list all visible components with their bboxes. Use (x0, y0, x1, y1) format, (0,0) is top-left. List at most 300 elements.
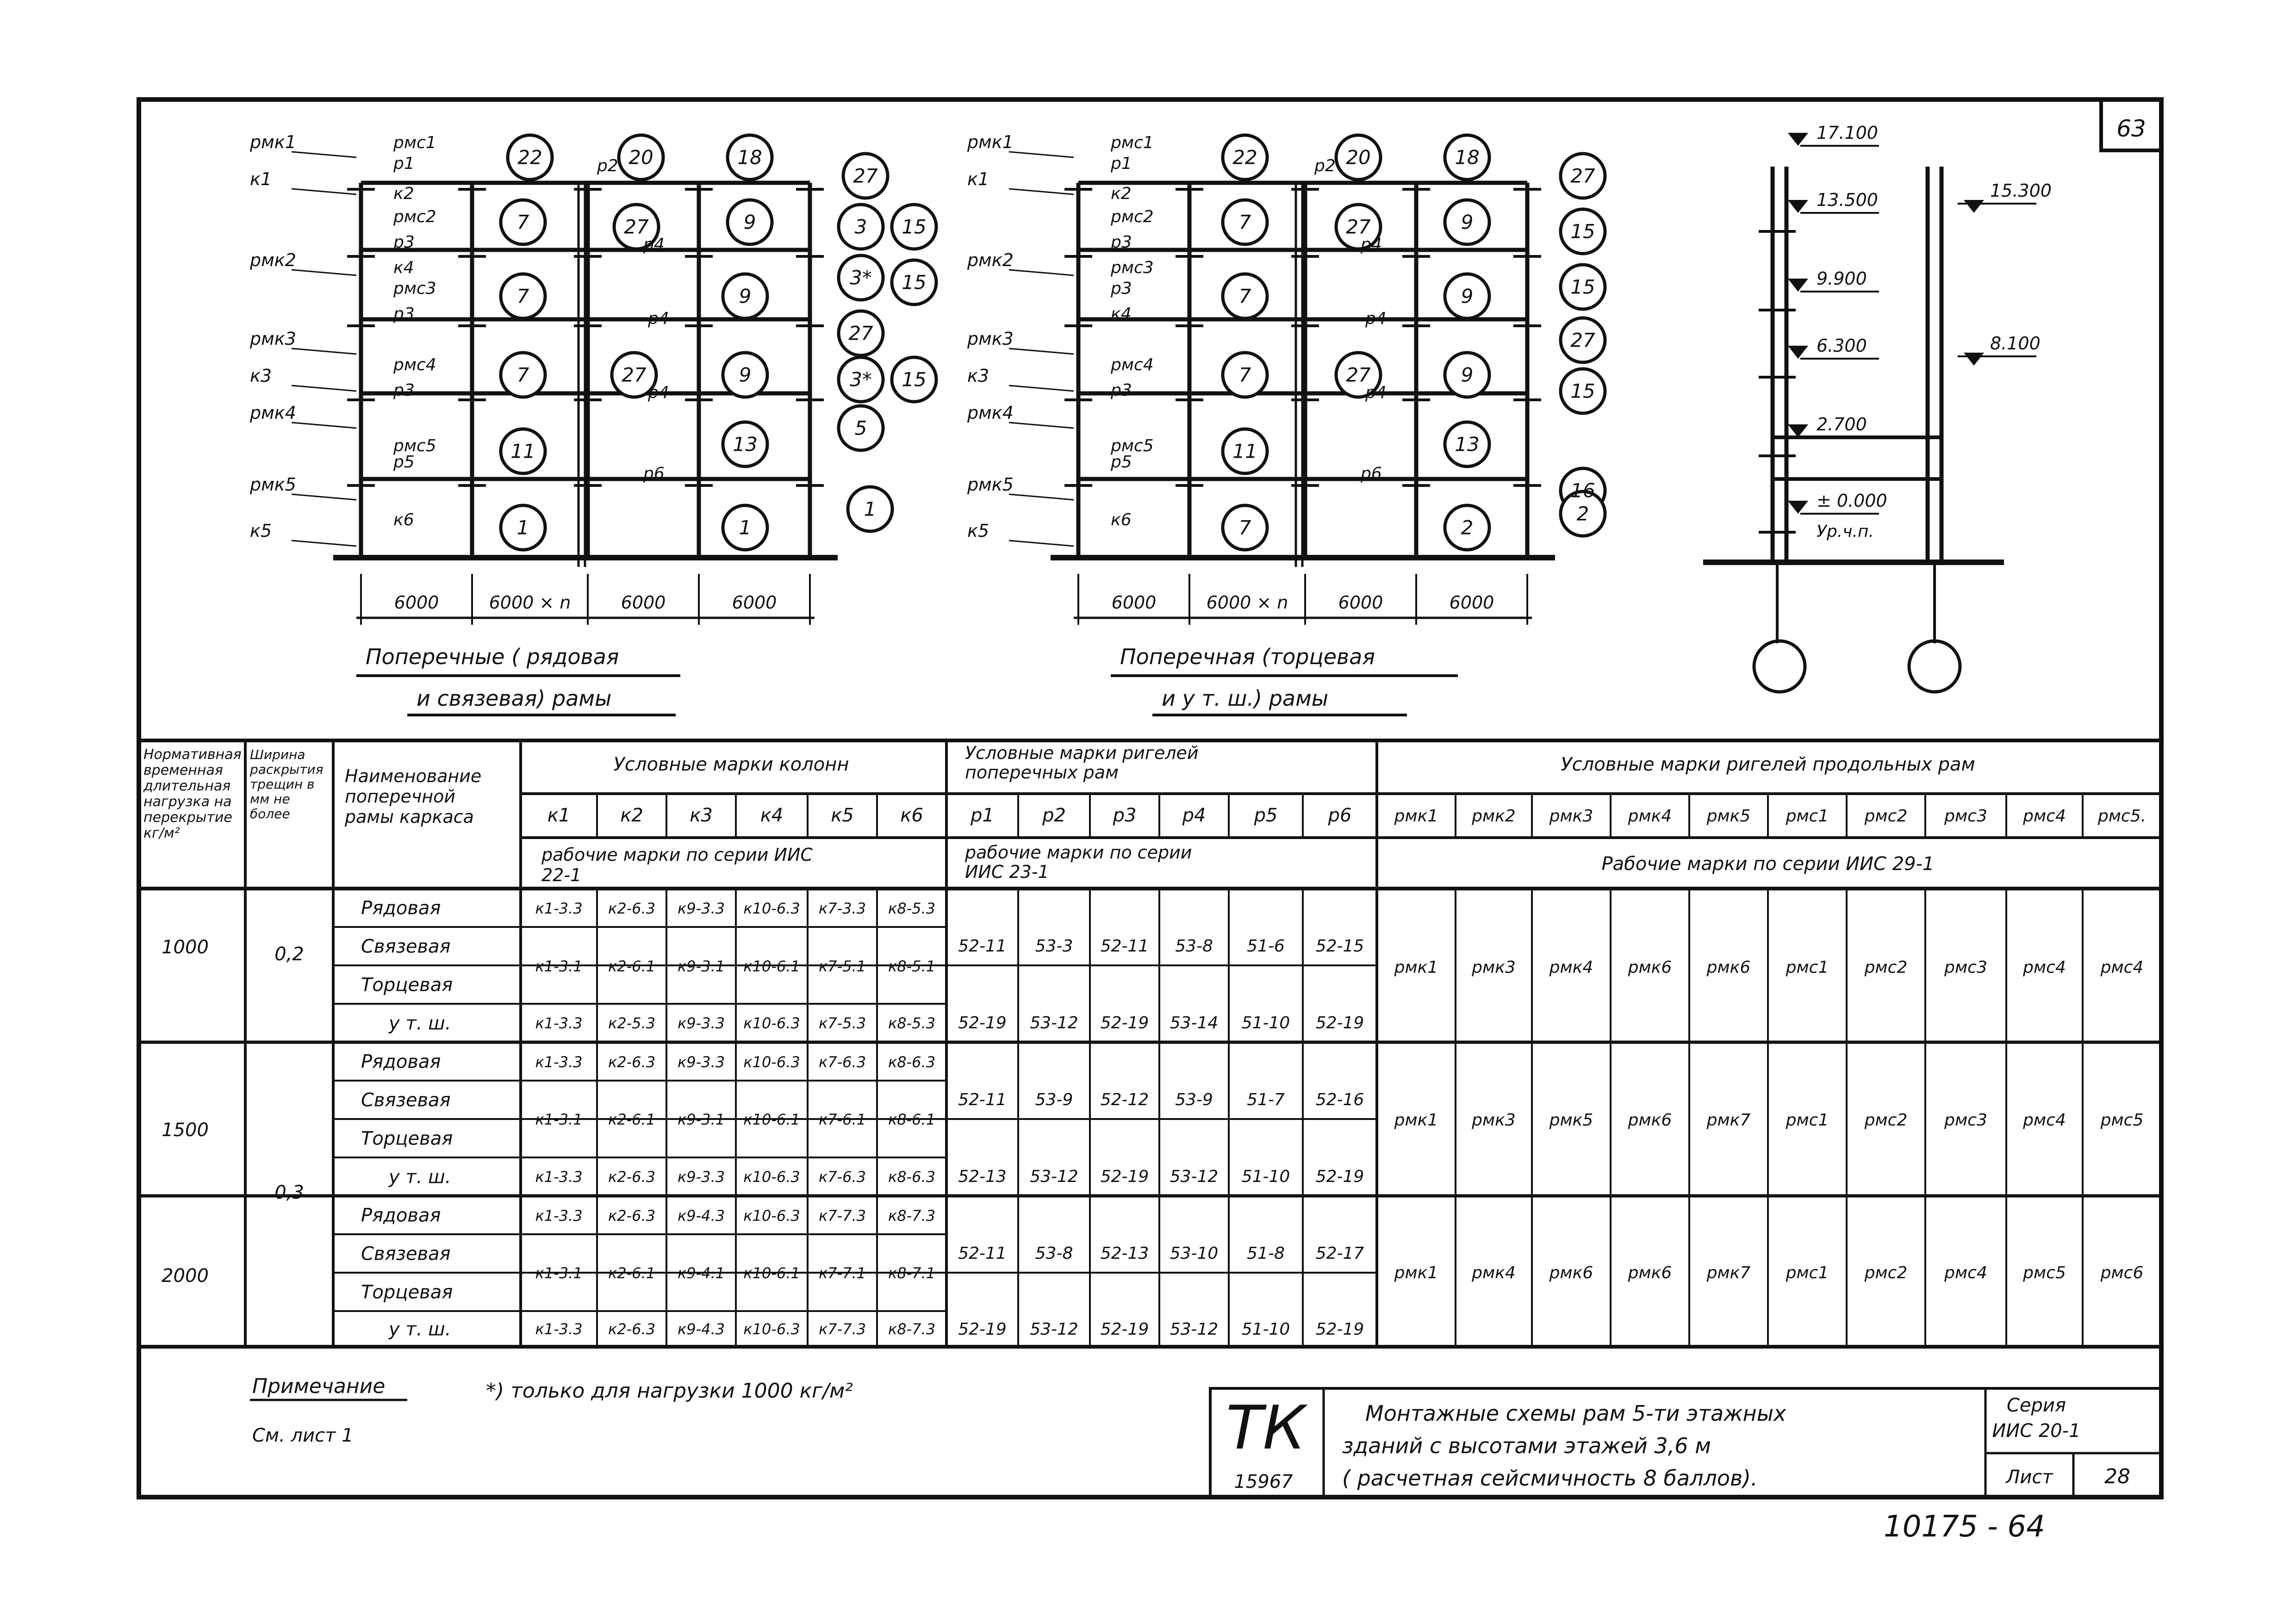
long-work-mark: рмк6 (1628, 1111, 1672, 1130)
frame2-node: 18 (1455, 146, 1480, 169)
frame2-node: 22 (1232, 146, 1257, 169)
long-work-mark: рмк7 (1706, 1111, 1751, 1130)
frame2-dim-label: 6000 (1111, 592, 1157, 613)
cross-work-mark: 53-12 (1030, 1167, 1078, 1186)
frame1-node: 5 (854, 417, 867, 440)
frame1-mid-label: р4 (643, 235, 665, 254)
long-mark: рмк3 (1549, 807, 1593, 826)
frame1-leader (292, 423, 356, 428)
column-work-mark: к9-3.3 (677, 1014, 725, 1032)
frame2-inner-label: р3 (1111, 233, 1132, 252)
column-work-mark: к1-3.3 (535, 1053, 583, 1071)
frame1-node: 27 (622, 363, 647, 386)
frame2-mid-label: р2 (1314, 156, 1336, 175)
cross-work-mark: 52-19 (1100, 1167, 1149, 1186)
long-mark: рмк4 (1628, 807, 1672, 826)
column-mark: к1 (547, 805, 571, 826)
frame2-leader (1009, 189, 1074, 194)
frame1-node: 15 (902, 271, 927, 294)
column-work-mark: к7-5.1 (818, 958, 866, 975)
elevation-marker (1964, 353, 1984, 366)
long-mark: рмс2 (1864, 807, 1908, 826)
frame2-left-label: рмк1 (967, 132, 1014, 152)
frame1-inner-label: к4 (393, 258, 414, 277)
cross-work-mark: 52-19 (1100, 1014, 1149, 1032)
frame2-leader (1009, 541, 1074, 546)
frame2-inner-label: рмс3 (1111, 258, 1154, 277)
column-work-mark: к10-6.3 (743, 1168, 800, 1186)
frame2-node: 9 (1461, 363, 1474, 386)
pile-circle (1754, 641, 1805, 692)
frame1-inner-label: рмс2 (393, 207, 436, 226)
column-work-mark: к10-6.3 (743, 1014, 800, 1032)
long-work-mark: рмс3 (1944, 1111, 1987, 1130)
cross-work-mark: 53-14 (1170, 1014, 1219, 1032)
frame2-node: 9 (1461, 285, 1474, 308)
frame-name: Связевая (361, 936, 451, 958)
sheet-title: зданий с высотами этажей 3,6 м (1342, 1433, 1711, 1458)
column-work-mark: к2-5.3 (608, 1014, 656, 1032)
frame2-leader (1009, 270, 1074, 275)
column-work-mark: к1-3.1 (535, 1264, 583, 1282)
series-label: Серия (2007, 1395, 2066, 1416)
frame2-node: 20 (1346, 146, 1371, 169)
cross-work-mark: 53-12 (1170, 1320, 1219, 1339)
frame1-mid-label: р4 (648, 309, 669, 328)
frame1-node: 7 (516, 363, 529, 386)
frame1-dim-label: 6000 (732, 592, 777, 613)
frame2-inner-label: р1 (1111, 154, 1132, 173)
frame2-inner-label: р5 (1111, 453, 1132, 472)
frame1-inner-label: рмс5 (393, 436, 436, 455)
stamp-number: 15967 (1234, 1471, 1293, 1492)
sheet-label: Лист (2006, 1467, 2053, 1488)
frame1-mid-label: р2 (597, 156, 618, 175)
frame2-node: 9 (1461, 211, 1474, 234)
column-work-mark: к10-6.3 (743, 1207, 800, 1225)
column-work-mark: к8-6.3 (888, 1053, 936, 1071)
frame1-node: 7 (516, 211, 529, 234)
frame2-mid-label: р4 (1365, 309, 1387, 328)
frame1-node: 22 (517, 146, 542, 169)
long-work-mark: рмк4 (1549, 958, 1593, 977)
frame-name: у т. ш. (389, 1318, 451, 1340)
frame2-leader (1009, 348, 1074, 354)
column-work-mark: к9-3.3 (677, 1168, 725, 1186)
frame2-inner-label: р3 (1111, 381, 1132, 400)
frame1-node: 1 (516, 516, 529, 539)
frame-name: Рядовая (361, 897, 441, 919)
frame1-left-label: рмк2 (250, 250, 296, 270)
frame2-node: 13 (1455, 433, 1480, 456)
long-work-mark: рмк6 (1628, 1263, 1672, 1282)
frame1-left-label: рмк3 (250, 329, 296, 349)
frame2-left-label: рмк4 (967, 403, 1014, 423)
frame2-inner-label: к4 (1111, 305, 1132, 323)
frame2-leader (1009, 423, 1074, 428)
header-columns: Условные марки колонн (613, 754, 849, 775)
column-work-mark: к9-4.3 (677, 1320, 725, 1338)
column-work-mark: к8-6.1 (888, 1111, 936, 1128)
column-work-mark: к8-5.3 (888, 1014, 936, 1032)
column-work-mark: к7-3.3 (818, 900, 866, 917)
frame1-left-label: рмк5 (250, 474, 296, 495)
elevation-marker (1788, 501, 1808, 514)
frame2-node: 16 (1570, 479, 1595, 502)
header-load: Нормативная временная длительная нагрузка на перекрытие кг/м² (143, 746, 242, 841)
long-work-mark: рмс2 (1864, 1263, 1908, 1282)
elevation-marker (1788, 424, 1808, 437)
header-long-sub: Рабочие марки по серии ИИС 29-1 (1601, 853, 1935, 875)
cross-mark: р4 (1182, 805, 1206, 826)
long-mark: рмс4 (2023, 807, 2066, 826)
frame2-node: 27 (1346, 215, 1371, 238)
cross-work-mark: 51-10 (1241, 1014, 1290, 1032)
frame2-node: 27 (1570, 329, 1595, 352)
frame2-leader (1009, 386, 1074, 391)
frame-name: Связевая (361, 1243, 451, 1265)
long-work-mark: рмк7 (1706, 1263, 1751, 1282)
cross-work-mark: 52-19 (958, 1320, 1007, 1339)
cross-work-mark: 52-12 (1100, 1090, 1149, 1109)
header-columns-sub: рабочие марки по серии ИИС 22-1 (541, 845, 813, 885)
long-work-mark: рмс2 (1864, 1111, 1908, 1130)
frame2-inner-label: рмс4 (1111, 355, 1154, 374)
column-mark: к3 (690, 805, 713, 826)
long-mark: рмк2 (1472, 807, 1516, 826)
cross-work-mark: 53-8 (1175, 937, 1213, 956)
sheet-title: ( расчетная сейсмичность 8 баллов). (1342, 1466, 1758, 1491)
column-work-mark: к7-7.3 (818, 1207, 866, 1225)
frame2-left-label: рмк5 (967, 474, 1014, 495)
frame2-mid-label: р6 (1361, 464, 1382, 483)
frame1-inner-label: р3 (393, 381, 415, 400)
frame-name: Рядовая (361, 1051, 441, 1073)
long-mark: рмс3 (1944, 807, 1987, 826)
long-work-mark: рмс4 (2023, 1111, 2066, 1130)
column-work-mark: к1-3.3 (535, 900, 583, 917)
frame1-node: 1 (864, 497, 877, 521)
header-long: Условные марки ригелей продольных рам (1561, 754, 1975, 775)
crack-value: 0,2 (274, 944, 304, 965)
note-title: Примечание (252, 1374, 386, 1398)
frame1-leader (292, 494, 356, 500)
column-work-mark: к2-6.3 (608, 1320, 656, 1338)
frame2-leader (1009, 152, 1074, 157)
frame-name: Рядовая (361, 1205, 441, 1226)
elevation-label: 17.100 (1817, 123, 1878, 143)
cross-work-mark: 51-8 (1247, 1244, 1285, 1263)
cross-mark: р5 (1254, 805, 1278, 826)
column-work-mark: к10-6.1 (743, 1264, 800, 1282)
frame1-node: 13 (733, 433, 758, 456)
column-work-mark: к1-3.3 (535, 1320, 583, 1338)
frame-name: Связевая (361, 1089, 451, 1111)
frame2-left-label: рмк3 (967, 329, 1014, 349)
long-mark: рмк5 (1706, 807, 1751, 826)
long-work-mark: рмс6 (2100, 1263, 2144, 1282)
cross-work-mark: 52-11 (958, 1244, 1007, 1263)
cross-work-mark: 52-19 (1315, 1167, 1364, 1186)
elevation-marker (1788, 133, 1808, 146)
frame2-inner-label: к6 (1111, 510, 1132, 529)
long-work-mark: рмс1 (1786, 1263, 1829, 1282)
long-work-mark: рмс3 (1944, 958, 1987, 977)
cross-work-mark: 53-12 (1030, 1014, 1078, 1032)
frame1-dim-label: 6000 (394, 592, 439, 613)
long-work-mark: рмс1 (1786, 958, 1829, 977)
sheet-title: Монтажные схемы рам 5-ти этажных (1365, 1401, 1786, 1426)
column-work-mark: к1-3.1 (535, 1111, 583, 1128)
cross-work-mark: 52-11 (1100, 937, 1149, 956)
column-work-mark: к9-4.1 (677, 1264, 725, 1282)
frame1-node: 20 (628, 146, 653, 169)
frame1-dim-label: 6000 (621, 592, 666, 613)
frame1-node: 27 (624, 215, 649, 238)
elevation-marker (1788, 346, 1808, 359)
frame2-node: 2 (1576, 502, 1589, 525)
long-work-mark: рмк6 (1549, 1263, 1593, 1282)
column-work-mark: к2-6.3 (608, 1053, 656, 1071)
frame1-left-label: к3 (250, 366, 272, 386)
load-value: 1500 (162, 1119, 209, 1141)
archive-number: 10175 - 64 (1884, 1510, 2045, 1544)
frame1-node: 3 (854, 215, 867, 238)
frame2-mid-label: р4 (1361, 235, 1382, 254)
frame1-inner-label: р3 (393, 305, 415, 323)
frame1-leader (292, 386, 356, 391)
frame2-mid-label: р4 (1365, 383, 1387, 402)
cross-mark: р2 (1042, 805, 1066, 826)
column-work-mark: к9-3.1 (677, 958, 725, 975)
column-work-mark: к9-3.3 (677, 1053, 725, 1071)
series-value: ИИС 20-1 (1992, 1420, 2081, 1442)
logo-tk: ТК (1226, 1393, 1306, 1463)
frame1-inner-label: к6 (393, 510, 414, 529)
footnote: *) только для нагрузки 1000 кг/м² (486, 1379, 853, 1403)
cross-work-mark: 53-3 (1035, 937, 1073, 956)
frame2-node: 7 (1238, 516, 1251, 539)
long-work-mark: рмк3 (1472, 1111, 1516, 1130)
frame2-dim-label: 6000 × n (1206, 592, 1288, 613)
cross-work-mark: 52-11 (958, 937, 1007, 956)
elevation-label: 9.900 (1817, 268, 1867, 289)
frame1-caption: Поперечные ( рядовая (366, 644, 619, 669)
cross-work-mark: 52-19 (1315, 1014, 1364, 1032)
frame2-node: 7 (1238, 211, 1251, 234)
long-work-mark: рмс1 (1786, 1111, 1829, 1130)
column-work-mark: к1-3.3 (535, 1207, 583, 1225)
long-work-mark: рмс5 (2100, 1111, 2144, 1130)
long-work-mark: рмк1 (1394, 1111, 1438, 1130)
column-work-mark: к2-6.1 (608, 958, 656, 975)
frame1-mid-label: р6 (643, 464, 665, 483)
column-work-mark: к7-7.3 (818, 1320, 866, 1338)
frame1-node: 7 (516, 285, 529, 308)
frame1-inner-label: р1 (393, 154, 415, 173)
column-mark: к2 (620, 805, 643, 826)
frame1-inner-label: рмс4 (393, 355, 436, 374)
frame1-left-label: рмк1 (250, 132, 296, 152)
pile-circle (1909, 641, 1960, 692)
long-mark: рмс1 (1786, 807, 1829, 826)
long-work-mark: рмс4 (2023, 958, 2066, 977)
column-mark: к5 (831, 805, 854, 826)
column-mark: к6 (900, 805, 923, 826)
column-work-mark: к1-3.3 (535, 1168, 583, 1186)
cross-work-mark: 53-12 (1170, 1167, 1219, 1186)
elevation-label: 8.100 (1990, 333, 2041, 354)
frame2-node: 15 (1570, 379, 1595, 403)
frame1-leader (292, 541, 356, 546)
frame2-node: 7 (1238, 363, 1251, 386)
frame1-leader (292, 270, 356, 275)
frame1-node: 3* (850, 266, 872, 289)
frame1-inner-label: к2 (393, 184, 414, 203)
frame1-node: 11 (510, 440, 535, 463)
cross-work-mark: 51-7 (1247, 1090, 1285, 1109)
frame2-node: 11 (1232, 440, 1257, 463)
frame1-node: 1 (739, 516, 752, 539)
cross-work-mark: 52-17 (1315, 1244, 1364, 1263)
column-work-mark: к7-6.3 (818, 1053, 866, 1071)
column-work-mark: к8-7.1 (888, 1264, 936, 1282)
frame2-dim-label: 6000 (1449, 592, 1494, 613)
frame1-node: 27 (848, 322, 873, 345)
frame-name: у т. ш. (389, 1013, 451, 1034)
column-work-mark: к9-4.3 (677, 1207, 725, 1225)
frame-name: Торцевая (361, 1281, 453, 1303)
column-work-mark: к10-6.3 (743, 1320, 800, 1338)
frame2-inner-label: рмс1 (1111, 133, 1154, 152)
cross-work-mark: 52-15 (1315, 937, 1364, 956)
long-work-mark: рмк6 (1706, 958, 1751, 977)
column-work-mark: к7-7.1 (818, 1264, 866, 1282)
frame2-inner-label: к2 (1111, 184, 1132, 203)
cross-work-mark: 52-13 (1100, 1244, 1149, 1263)
elevation-label: 15.300 (1990, 180, 2052, 201)
note-reference: См. лист 1 (252, 1425, 354, 1446)
column-work-mark: к10-6.1 (743, 1111, 800, 1128)
header-frame-name: Наименование поперечной рамы каркаса (345, 766, 482, 827)
frame1-node: 18 (737, 146, 762, 169)
frame2-left-label: рмк2 (967, 250, 1014, 270)
frame1-leader (292, 348, 356, 354)
frame1-caption: и связевая) рамы (417, 686, 612, 711)
frame1-node: 27 (853, 164, 878, 187)
sheet-number: 63 (2116, 115, 2146, 142)
frame2-node: 7 (1238, 285, 1251, 308)
long-work-mark: рмс4 (2100, 958, 2144, 977)
frame2-left-label: к1 (967, 169, 989, 189)
cross-work-mark: 53-12 (1030, 1320, 1078, 1339)
long-work-mark: рмк1 (1394, 958, 1438, 977)
frame2-node: 27 (1346, 363, 1371, 386)
column-work-mark: к8-6.3 (888, 1168, 936, 1186)
long-work-mark: рмс2 (1864, 958, 1908, 977)
column-work-mark: к7-6.1 (818, 1111, 866, 1128)
frame2-inner-label: рмс5 (1111, 436, 1154, 455)
long-work-mark: рмк5 (1549, 1111, 1593, 1130)
column-work-mark: к2-6.3 (608, 900, 656, 917)
elevation-label: ± 0.000 (1817, 491, 1887, 511)
frame2-left-label: к3 (967, 366, 989, 386)
long-mark: рмк1 (1394, 807, 1438, 826)
frame1-inner-label: р3 (393, 233, 415, 252)
frame1-node: 15 (902, 215, 927, 238)
cross-mark: р6 (1328, 805, 1352, 826)
elevation-marker (1788, 200, 1808, 213)
frame2-dim-label: 6000 (1338, 592, 1383, 613)
crack-value: 0,3 (274, 1182, 304, 1203)
cross-work-mark: 52-19 (958, 1014, 1007, 1032)
frame-name: Торцевая (361, 974, 453, 996)
column-work-mark: к8-7.3 (888, 1207, 936, 1225)
frame1-mid-label: р4 (648, 383, 669, 402)
elevation-marker (1964, 200, 1984, 213)
long-work-mark: рмк4 (1472, 1263, 1516, 1282)
frame2-node: 27 (1570, 164, 1595, 187)
column-work-mark: к8-7.3 (888, 1320, 936, 1338)
cross-work-mark: 52-11 (958, 1090, 1007, 1109)
column-mark: к4 (760, 805, 784, 826)
cross-work-mark: 53-9 (1175, 1090, 1213, 1109)
column-work-mark: к10-6.1 (743, 958, 800, 975)
cross-work-mark: 52-19 (1315, 1320, 1364, 1339)
frame2-node: 15 (1570, 220, 1595, 243)
frame1-node: 3* (850, 368, 872, 391)
elevation-label: 2.700 (1817, 414, 1867, 435)
cross-work-mark: 53-9 (1035, 1090, 1073, 1109)
frame2-node: 2 (1461, 516, 1474, 539)
frame1-leader (292, 152, 356, 157)
column-work-mark: к8-5.3 (888, 900, 936, 917)
cross-work-mark: 51-6 (1247, 937, 1285, 956)
column-work-mark: к9-3.3 (677, 900, 725, 917)
elevation-label: 13.500 (1817, 190, 1878, 210)
frame1-dim-label: 6000 × n (489, 592, 571, 613)
frame1-left-label: к5 (250, 521, 272, 541)
cross-work-mark: 53-10 (1170, 1244, 1219, 1263)
frame2-caption: и у т. ш.) рамы (1162, 686, 1329, 711)
header-cross-sub: рабочие марки по серии ИИС 23-1 (965, 842, 1192, 882)
column-work-mark: к2-6.1 (608, 1264, 656, 1282)
frame1-inner-label: рмс3 (393, 279, 436, 298)
column-work-mark: к2-6.1 (608, 1111, 656, 1128)
load-value: 2000 (162, 1265, 209, 1287)
cross-mark: р1 (971, 805, 994, 826)
column-work-mark: к2-6.3 (608, 1207, 656, 1225)
column-work-mark: к7-5.3 (818, 1014, 866, 1032)
frame1-node: 9 (739, 363, 752, 386)
frame2-inner-label: рмс2 (1111, 207, 1154, 226)
frame2-left-label: к5 (967, 521, 989, 541)
column-work-mark: к1-3.1 (535, 958, 583, 975)
elevation-label: Ур.ч.п. (1817, 522, 1874, 541)
elevation-marker (1788, 279, 1808, 292)
header-crack: Ширина раскрытия трещин в мм не более (250, 747, 324, 821)
cross-work-mark: 51-10 (1241, 1167, 1290, 1186)
frame-name: у т. ш. (389, 1166, 451, 1188)
frame2-caption: Поперечная (торцевая (1120, 644, 1375, 669)
header-cross: Условные марки ригелей поперечных рам (965, 743, 1199, 783)
long-work-mark: рмк6 (1628, 958, 1672, 977)
frame1-node: 9 (739, 285, 752, 308)
long-mark: рмс5. (2097, 807, 2147, 826)
cross-work-mark: 53-8 (1035, 1244, 1073, 1263)
column-work-mark: к7-6.3 (818, 1168, 866, 1186)
frame2-inner-label: р3 (1111, 279, 1132, 298)
